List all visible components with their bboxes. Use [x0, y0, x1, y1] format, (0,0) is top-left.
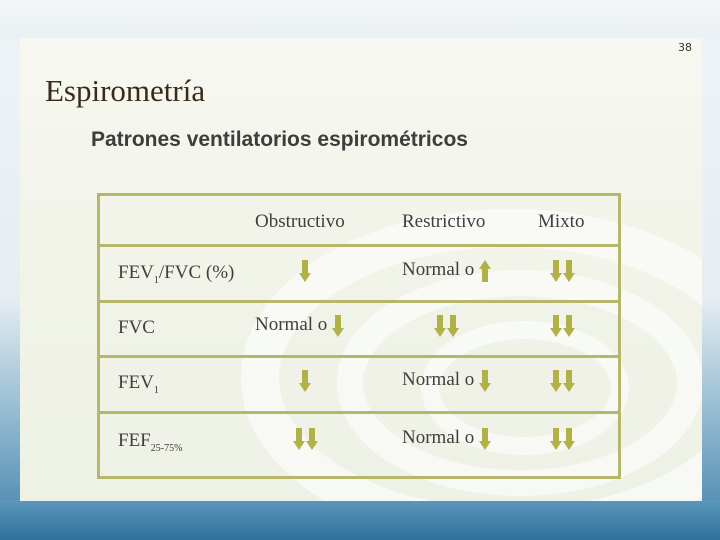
table-divider — [100, 411, 618, 414]
top-band — [0, 0, 720, 38]
cell-mixto — [550, 314, 575, 337]
cell-restrictivo: Normal o — [402, 369, 491, 392]
cell-obstructivo: Normal o — [255, 314, 344, 337]
double-arrow-down-icon — [550, 370, 575, 392]
cell-restrictivo — [434, 314, 459, 337]
arrow-down-icon — [332, 315, 344, 337]
arrow-down-icon — [299, 370, 311, 392]
cell-obstructivo — [299, 369, 311, 392]
row-label-fev1-fvc: $FEV_1$/FVC (%) — [118, 262, 235, 286]
slide-number: 38 — [678, 41, 692, 54]
cell-obstructivo — [299, 259, 311, 282]
slide-subtitle: Patrones ventilatorios espirométricos — [91, 128, 468, 151]
double-arrow-down-icon — [550, 315, 575, 337]
row-label-fef: $FEF_{25-75\%}$ — [118, 430, 183, 454]
slide-title: Espirometría — [45, 73, 206, 108]
slide — [20, 38, 702, 501]
cell-mixto — [550, 259, 575, 282]
double-arrow-down-icon — [550, 428, 575, 450]
arrow-up-icon — [479, 260, 491, 282]
cell-restrictivo: Normal o — [402, 259, 491, 282]
table-divider — [100, 300, 618, 303]
double-arrow-down-icon — [434, 315, 459, 337]
cell-restrictivo: Normal o — [402, 427, 491, 450]
table-divider — [100, 244, 618, 247]
cell-obstructivo — [293, 427, 318, 450]
cell-mixto — [550, 427, 575, 450]
spirometry-table — [97, 193, 621, 479]
double-arrow-down-icon — [550, 260, 575, 282]
header-mixto: Mixto — [538, 211, 585, 232]
bottom-band — [0, 500, 720, 540]
arrow-down-icon — [479, 370, 491, 392]
cell-mixto — [550, 369, 575, 392]
double-arrow-down-icon — [293, 428, 318, 450]
arrow-down-icon — [479, 428, 491, 450]
arrow-down-icon — [299, 260, 311, 282]
header-restrictivo: Restrictivo — [402, 211, 486, 232]
row-label-fvc: FVC — [118, 317, 155, 338]
header-obstructivo: Obstructivo — [255, 211, 345, 232]
table-divider — [100, 355, 618, 358]
row-label-fev1: $FEV_1$ — [118, 372, 159, 396]
